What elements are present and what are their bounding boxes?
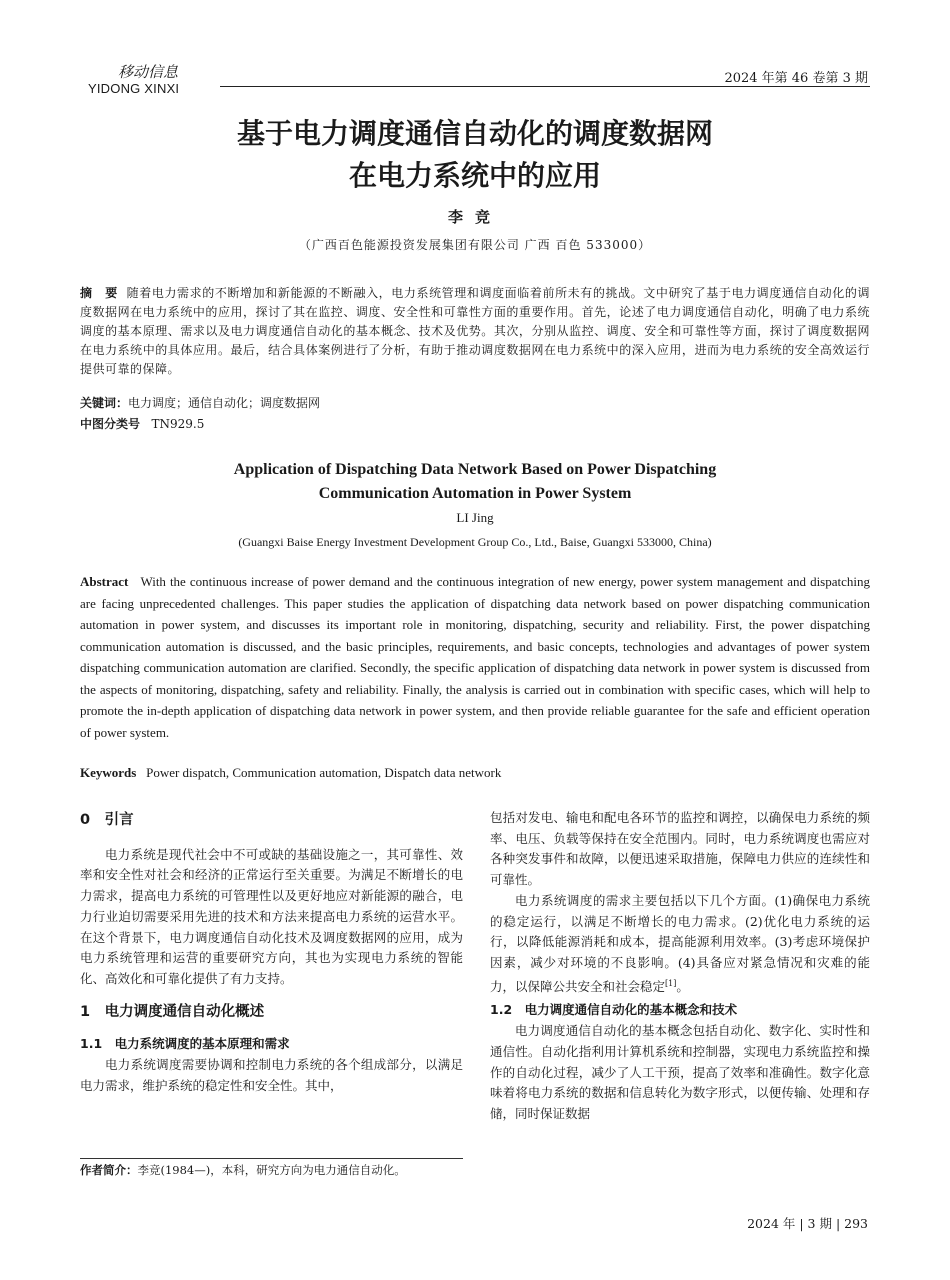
abstract-cn-text: 随着电力需求的不断增加和新能源的不断融入，电力系统管理和调度面临着前所未有的挑战。文中研究了基于电力调度通信自动化的调度数据网在电力系统中的应用，探讨了其在监控、调度、安全性和可靠性方面的重要作用。首先，论述了电力调度通信自动化，明确了电力系统调度的基本原理、需求以及电力调度通信自动化的基本概念、技术及优势。其次，分别从监控、调度、安全和可靠性等方面，探讨了调度数据网在电力系统中的具体应用。最后，结合具体案例进行了分析，有助于推动调度数据网在电力系统中的深入应用，进而为电力系统的安全高效运行提供可靠的保障。 bbox=[80, 286, 870, 376]
abstract-en bbox=[80, 571, 870, 743]
abstract-cn-label: 摘 要 bbox=[80, 286, 118, 300]
author-note-label: 作者简介： bbox=[80, 1163, 138, 1177]
author-affiliation: （广西百色能源投资发展集团有限公司 广西 百色 533000） bbox=[298, 238, 652, 252]
keywords-cn-text: 电力调度；通信自动化；调度数据网 bbox=[128, 396, 321, 410]
author-name: 李竞 bbox=[447, 208, 502, 226]
abstract-cn bbox=[80, 284, 870, 379]
left-column bbox=[80, 810, 463, 1096]
title-line-2: 在电力系统中的应用 bbox=[348, 159, 601, 192]
keywords-cn bbox=[80, 394, 320, 411]
abstract-en-text: With the continuous increase of power demand and the continuous integration of new energy, power system management and dispatching are facing unprecedented challenges. This paper studies the application of dispatching data network based on power dispatching communication automation in power system, and discusses its important role in monitoring, dispatching, security and reliability. First, the power dispatching communication automation is discussed, and the basic principles, requirements, and basic concepts, technologies and advantages of power system dispatching communication automation are clarified. Secondly, the specific application of dispatching data network in power system is discussed from the aspects of monitoring, dispatching, safety and reliability. Finally, the analysis is carried out in combination with specific cases, which will help to promote the in-depth application of dispatching data network in power system, and then provide reliable guarantee for the safe and efficient operation of power system. bbox=[80, 574, 870, 740]
classification-code: TN929.5 bbox=[151, 417, 205, 431]
abstract-en-label: Abstract bbox=[80, 574, 129, 589]
header-rule bbox=[220, 86, 870, 87]
english-author: LI Jing bbox=[456, 510, 494, 525]
right-paragraph-2-end: 。 bbox=[676, 978, 689, 994]
english-title-line-1: Application of Dispatching Data Network Based on Power Dispatching bbox=[233, 461, 717, 478]
right-paragraph-2-text: 电力系统调度的需求主要包括以下几个方面。(1)确保电力系统的稳定运行，以满足不断增长的电力需求。(2)优化电力系统的运行，以降低能源消耗和成本，提高能源利用效率。(3)考虑环境保护因素，减少对环境的不良影响。(4)具备应对紧急情况和灾难的能力，以保障公共安全和社会稳定 bbox=[490, 892, 870, 994]
classification bbox=[80, 415, 204, 432]
citation-1: [1] bbox=[665, 978, 677, 988]
author-note bbox=[80, 1162, 406, 1178]
english-title bbox=[0, 458, 950, 506]
footnote-rule bbox=[80, 1158, 463, 1159]
issue-info: 2024 年第 46 卷第 3 期 bbox=[724, 71, 868, 86]
keywords-en-label: Keywords bbox=[80, 765, 137, 780]
section-1-2-paragraph: 电力调度通信自动化的基本概念包括自动化、数字化、实时性和通信性。自动化指利用计算机系统和控制器，实现电力系统监控和操作的自动化过程，减少了人工干预，提高了效率和准确性。数字化意味着将电力系统的数据和信息转化为数字形式，以便传输、处理和存储，同时保证数据 bbox=[490, 1023, 870, 1121]
section-1-1-heading: 1.1 电力系统调度的基本原理和需求 bbox=[80, 1036, 290, 1052]
section-0-heading: 0 引言 bbox=[80, 812, 134, 828]
section-1-heading: 1 电力调度通信自动化概述 bbox=[80, 1003, 265, 1020]
classification-label: 中图分类号 bbox=[80, 417, 141, 431]
section-1-1-paragraph: 电力系统调度需要协调和控制电力系统的各个组成部分，以满足电力需求，维护系统的稳定性和安全性。其中， bbox=[80, 1057, 463, 1093]
right-column bbox=[490, 808, 870, 1125]
page-footer: 2024 年 | 3 期 | 293 bbox=[747, 1216, 868, 1231]
keywords-cn-label: 关键词： bbox=[80, 396, 129, 410]
section-1-2-heading: 1.2 电力调度通信自动化的基本概念和技术 bbox=[490, 1002, 738, 1018]
english-affiliation: (Guangxi Baise Energy Investment Development Group Co., Ltd., Baise, Guangxi 533000, China) bbox=[238, 535, 712, 549]
keywords-en-text: Power dispatch, Communication automation, Dispatch data network bbox=[146, 765, 502, 780]
section-0-paragraph: 电力系统是现代社会中不可或缺的基础设施之一，其可靠性、效率和安全性对社会和经济的正常运行至关重要。为满足不断增长的电力需求，提高电力系统的可管理性以及更好地应对新能源的融合，电力行业迫切需要采用先进的技术和方法来提高电力系统的运营水平。在这个背景下，电力调度通信自动化技术及调度数据网的应用，成为电力系统管理和运营的重要研究方向，其也为实现电力系统的智能化、高效化和可靠化提供了有力支持。 bbox=[80, 846, 463, 986]
journal-name-cn: 移动信息 bbox=[118, 63, 179, 81]
right-paragraph-1: 包括对发电、输电和配电各环节的监控和调控，以确保电力系统的频率、电压、负载等保持在安全范围内。同时，电力系统调度也需应对各种突发事件和故障，以便迅速采取措施，保障电力供应的连续性和可靠性。 bbox=[490, 810, 870, 888]
journal-name-en: YIDONG XINXI bbox=[88, 81, 180, 96]
english-title-line-2: Communication Automation in Power System bbox=[318, 485, 632, 502]
title-line-1: 基于电力调度通信自动化的调度数据网 bbox=[236, 117, 713, 150]
keywords-en bbox=[80, 765, 501, 781]
journal-name bbox=[88, 63, 238, 97]
right-paragraph-2 bbox=[490, 891, 870, 998]
author-note-text: 李竞(1984—)，本科，研究方向为电力通信自动化。 bbox=[137, 1163, 406, 1177]
